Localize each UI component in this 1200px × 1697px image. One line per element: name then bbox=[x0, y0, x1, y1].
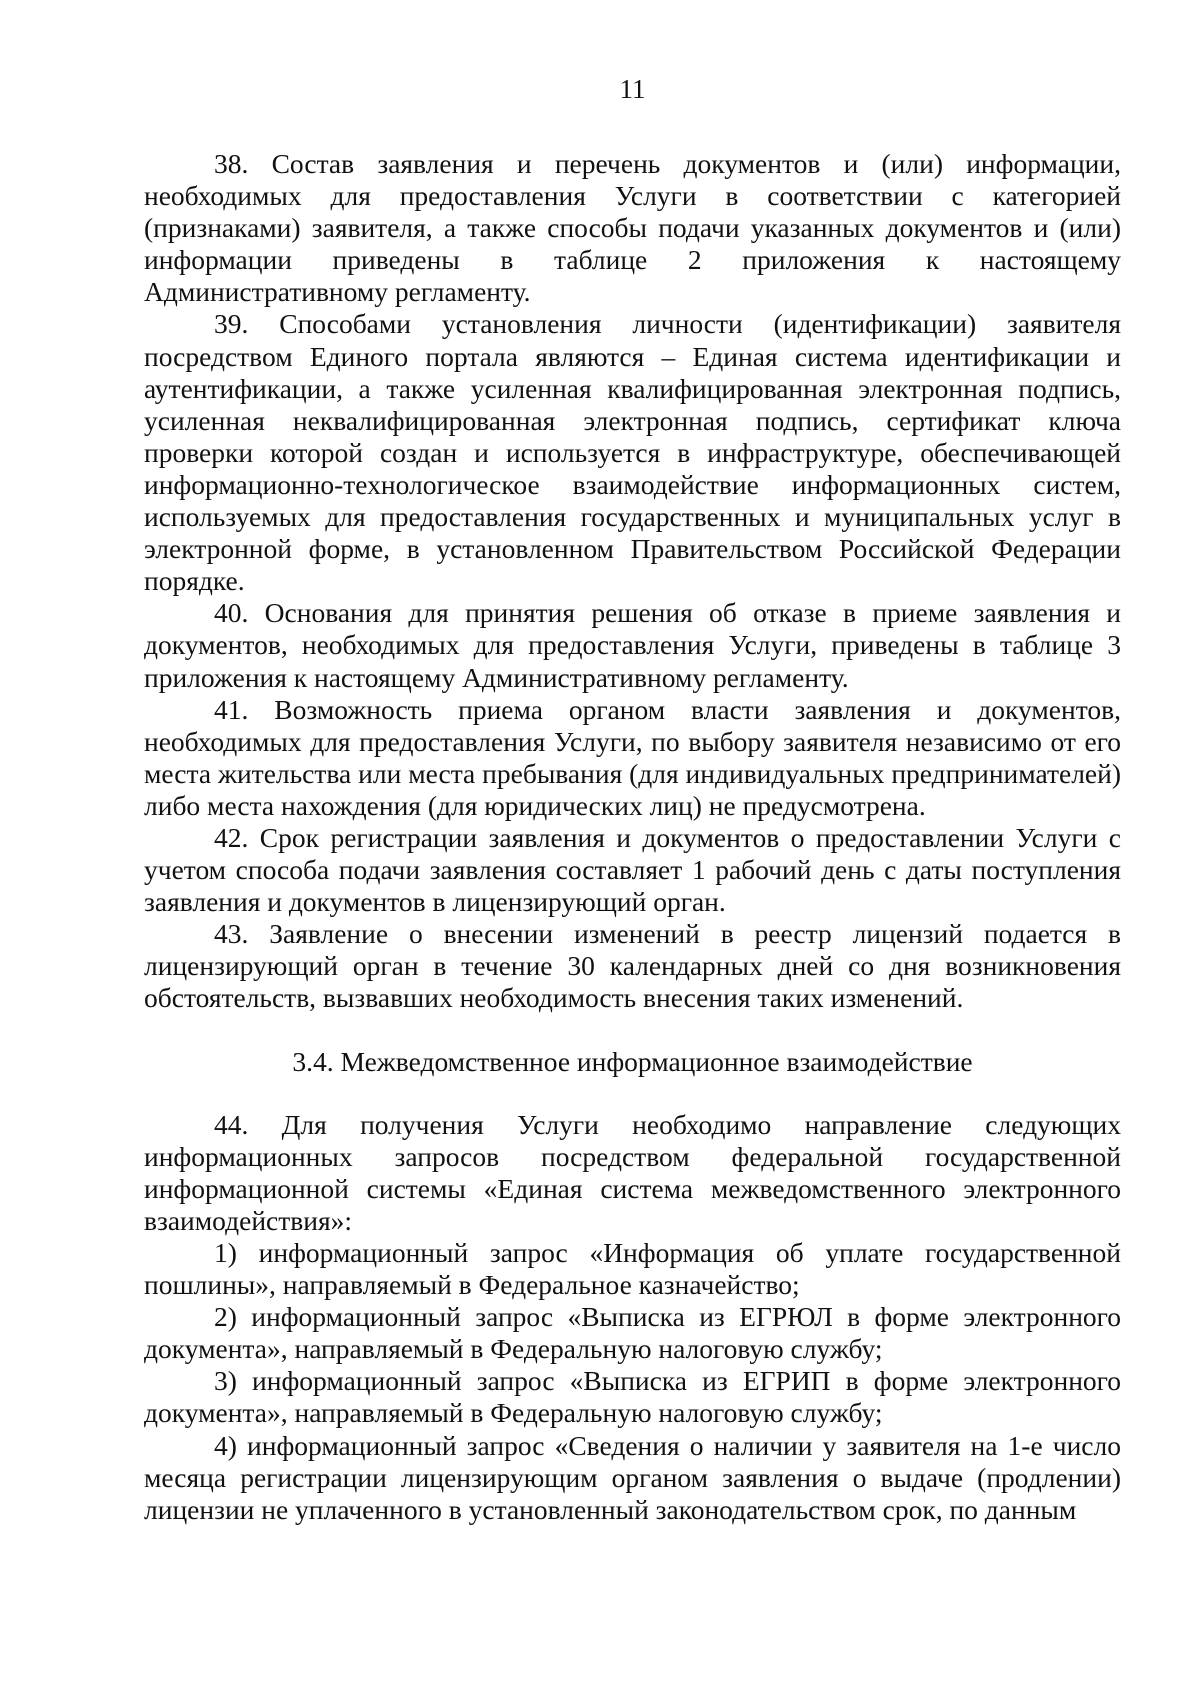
list-item-3: 3) информационный запрос «Выписка из ЕГРИП в форме электронного документа», направляемый в Федеральную налоговую службу; bbox=[144, 1365, 1121, 1429]
list-item-1: 1) информационный запрос «Информация об уплате государственной пошлины», направляемый в Федеральное казначейство; bbox=[144, 1237, 1121, 1301]
page-number: 11 bbox=[619, 74, 646, 104]
list-item-4: 4) информационный запрос «Сведения о наличии у заявителя на 1-е число месяца регистрации лицензирующим органом заявления о выдаче (продлении) лицензии не уплаченного в установленный законодательством срок, по данным bbox=[144, 1429, 1121, 1525]
paragraph-40: 40. Основания для принятия решения об отказе в приеме заявления и документов, необходимых для предоставления Услуги, приведены в таблице 3 приложения к настоящему Административному регламенту. bbox=[144, 597, 1121, 693]
paragraph-43: 43. Заявление о внесении изменений в реестр лицензий подается в лицензирующий орган в течение 30 календарных дней со дня возникновения обстоятельств, вызвавших необходимость внесения таких изменений. bbox=[144, 918, 1121, 1014]
paragraph-42: 42. Срок регистрации заявления и документов о предоставлении Услуги с учетом способа подачи заявления составляет 1 рабочий день с даты поступления заявления и документов в лицензирующий орган. bbox=[144, 821, 1121, 918]
paragraph-44: 44. Для получения Услуги необходимо направление следующих информационных запросов посредством федеральной государственной информационной системы «Единая система межведомственного электронного взаимодействия»: bbox=[144, 1108, 1121, 1236]
list-item-2: 2) информационный запрос «Выписка из ЕГРЮЛ в форме электронного документа», направляемый в Федеральную налоговую службу; bbox=[144, 1301, 1121, 1365]
paragraph-39: 39. Способами установления личности (идентификации) заявителя посредством Единого портала являются – Единая система идентификации и аутентификации, а также усиленная квалифицированная электронная подпись, усиленная неквалифицированная электронная подпись, сертификат ключа проверки которой создан и используется в инфраструктуре, обеспечивающей информационно-технологическое взаимодействие информационных систем, используемых для предоставления государственных и муниципальных услуг в электронной форме, в установленном Правительством Российской Федерации порядке. bbox=[144, 308, 1121, 597]
section-heading: 3.4. Межведомственное информационное взаимодействие bbox=[292, 1045, 973, 1077]
document-body bbox=[144, 148, 1121, 1526]
paragraph-41: 41. Возможность приема органом власти заявления и документов, необходимых для предоставления Услуги, по выбору заявителя независимо от его места жительства или места пребывания (для индивидуальных предпринимателей) либо места нахождения (для юридических лиц) не предусмотрена. bbox=[144, 693, 1121, 821]
paragraph-38: 38. Состав заявления и перечень документов и (или) информации, необходимых для предоставления Услуги в соответствии с категорией (признаками) заявителя, а также способы подачи указанных документов и (или) информации приведены в таблице 2 приложения к настоящему Административному регламенту. bbox=[144, 148, 1121, 308]
